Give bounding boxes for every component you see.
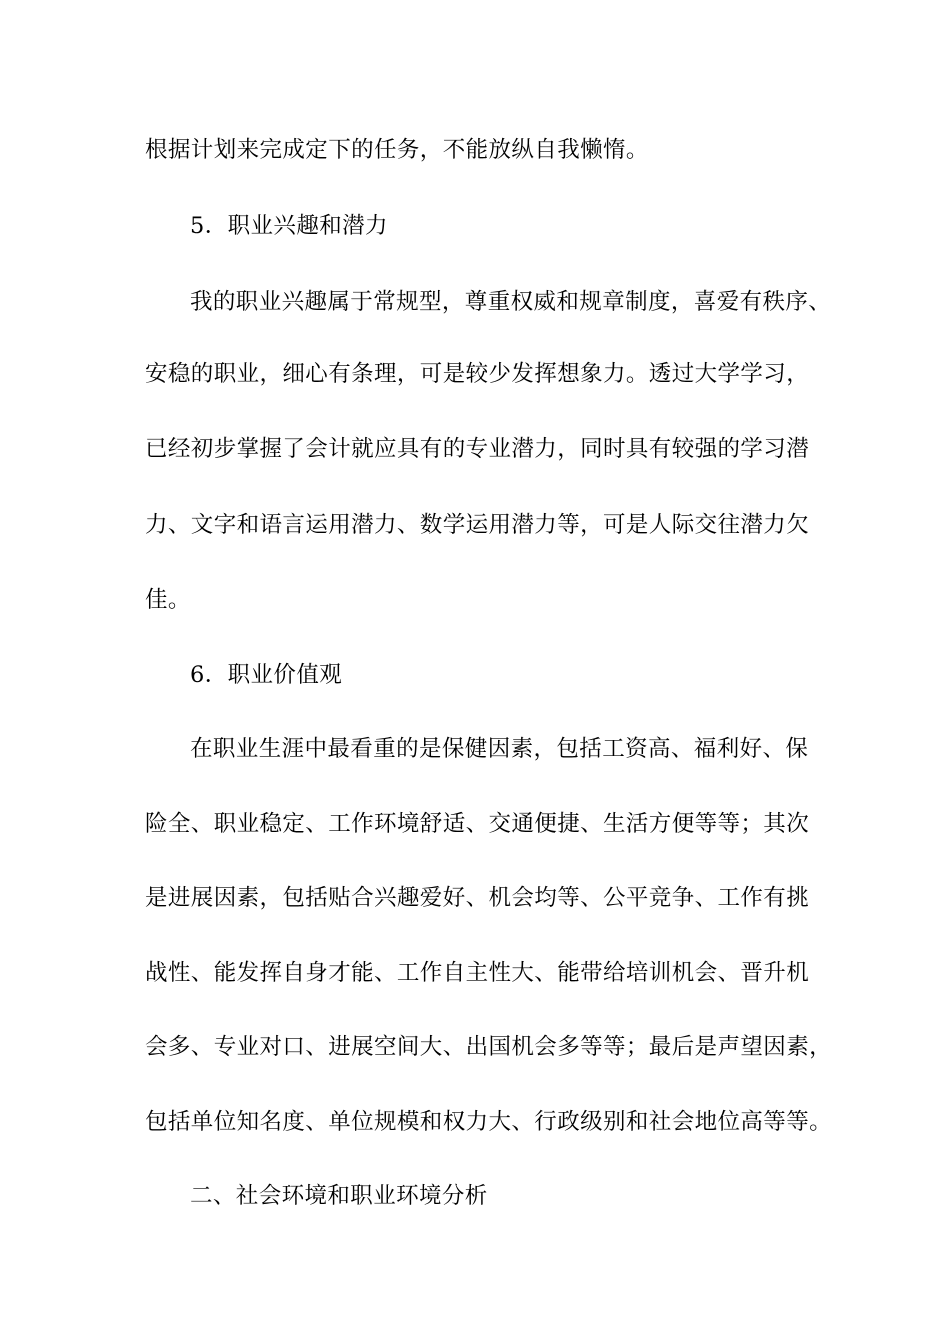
section-heading-career-values: 6．职业价值观 [190,662,343,688]
paragraph-line: 战性、能发挥自身才能、工作自主性大、能带给培训机会、晋升机 [145,960,810,986]
chapter-heading-environment-analysis: 二、社会环境和职业环境分析 [190,1183,488,1209]
paragraph-line: 是进展因素，包括贴合兴趣爱好、机会均等、公平竞争、工作有挑 [145,885,810,911]
paragraph-line: 我的职业兴趣属于常规型，尊重权威和规章制度，喜爱有秩序、 [190,289,832,315]
paragraph-line: 包括单位知名度、单位规模和权力大、行政级别和社会地位高等等。 [145,1109,833,1135]
paragraph-line: 险全、职业稳定、工作环境舒适、交通便捷、生活方便等等；其次 [145,811,810,837]
paragraph-line: 力、文字和语言运用潜力、数学运用潜力等，可是人际交往潜力欠 [145,512,810,538]
paragraph-line: 安稳的职业，细心有条理，可是较少发挥想象力。透过大学学习， [145,361,810,387]
paragraph-line: 会多、专业对口、进展空间大、出国机会多等等；最后是声望因素， [145,1034,833,1060]
paragraph-line: 根据计划来完成定下的任务，不能放纵自我懒惰。 [145,137,649,163]
paragraph-line: 佳。 [145,587,191,613]
paragraph-line: 已经初步掌握了会计就应具有的专业潜力，同时具有较强的学习潜 [145,436,810,462]
section-heading-career-interest: 5．职业兴趣和潜力 [190,213,388,239]
paragraph-line: 在职业生涯中最看重的是保健因素，包括工资高、福利好、保 [190,736,809,762]
